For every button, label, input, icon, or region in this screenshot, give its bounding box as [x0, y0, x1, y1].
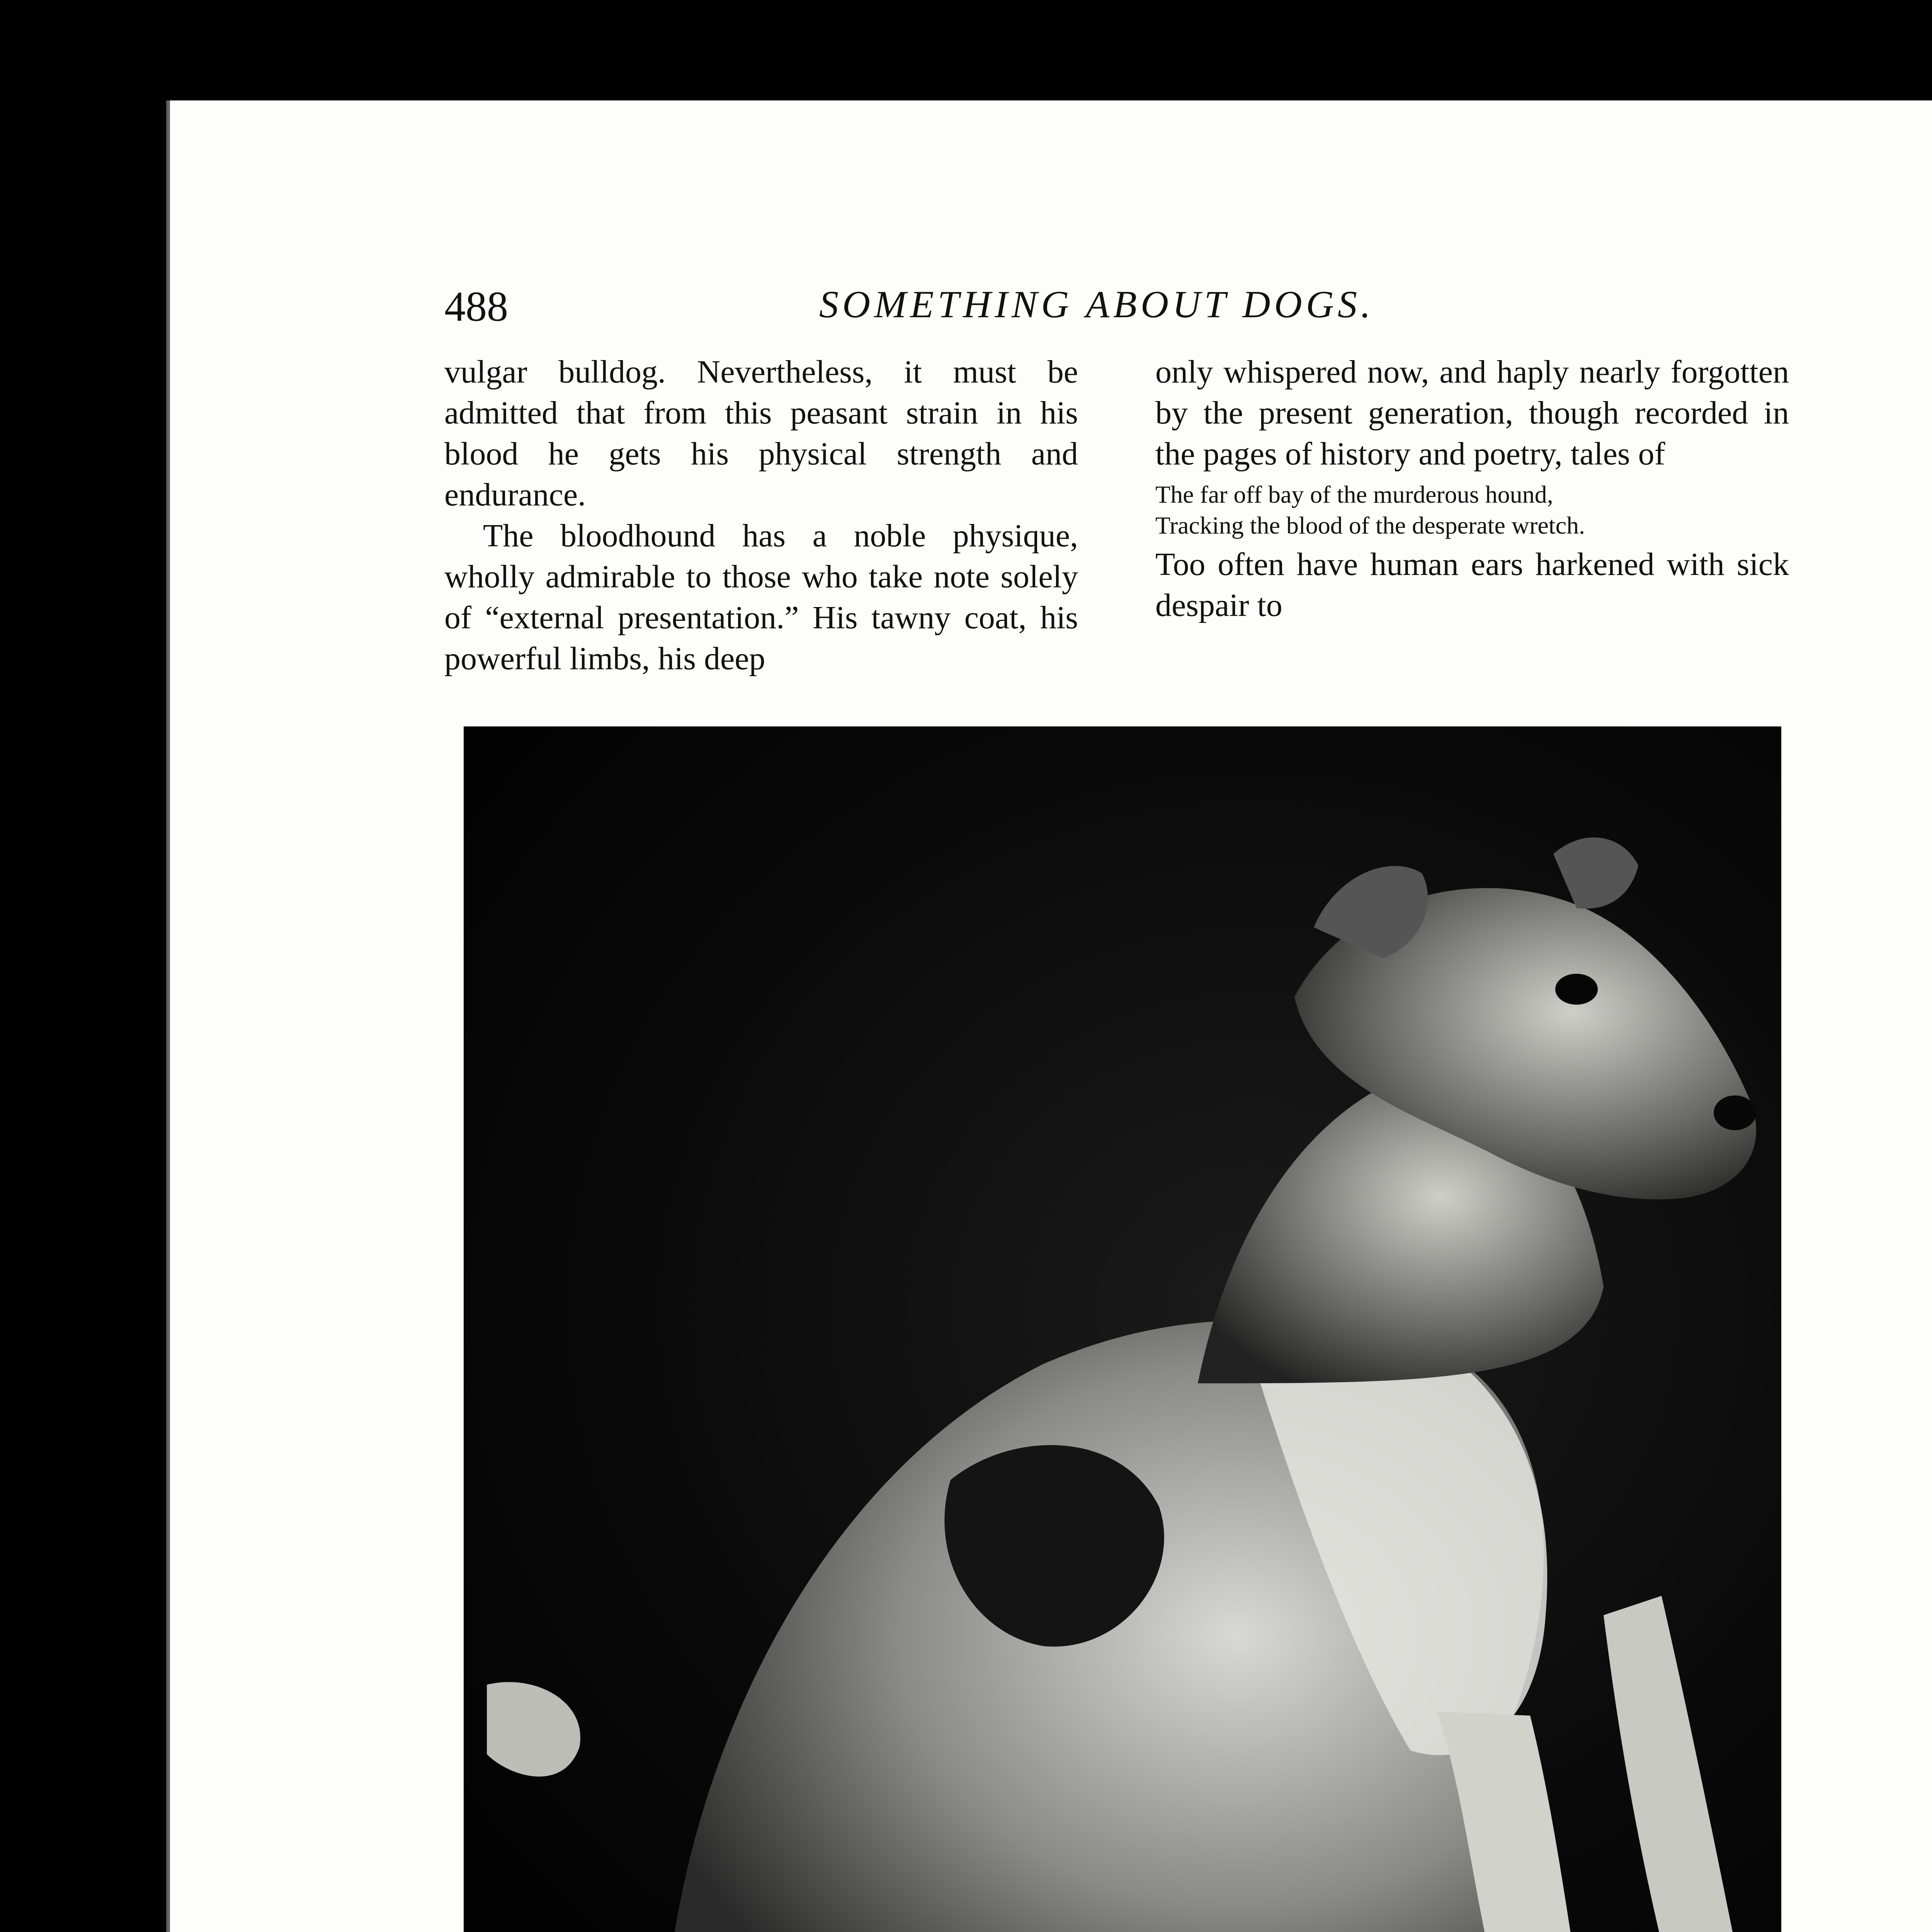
- page-number: 488: [444, 283, 508, 330]
- column-top-right: [1155, 352, 1789, 626]
- paragraph: vulgar bulldog. Nevertheless, it must be admitted that from this peasant strain in his blood he gets his physical strength and endurance.: [444, 354, 1078, 513]
- book-page: [170, 100, 1932, 1932]
- verse-quote: [1155, 479, 1789, 541]
- paragraph: Too often have human ears harkened with sick despair to: [1155, 546, 1789, 623]
- column-top-left: [444, 352, 1078, 679]
- dog-illustration: [464, 726, 1781, 1932]
- running-title: SOMETHING ABOUT DOGS.: [819, 283, 1374, 326]
- page-header: [170, 282, 1932, 359]
- paragraph: The bloodhound has a noble physique, wholly admirable to those who take note solely of “external presentation.” His tawny coat, his powerful limbs, his deep: [444, 518, 1078, 677]
- verse-line: The far off bay of the murderous hound,: [1155, 481, 1553, 508]
- paragraph: only whispered now, and haply nearly forgotten by the present generation, though recorded in the pages of history and poetry, tales of: [1155, 354, 1789, 472]
- dog-painting-image: [464, 726, 1781, 1932]
- verse-line: Tracking the blood of the desperate wretch.: [1155, 512, 1585, 539]
